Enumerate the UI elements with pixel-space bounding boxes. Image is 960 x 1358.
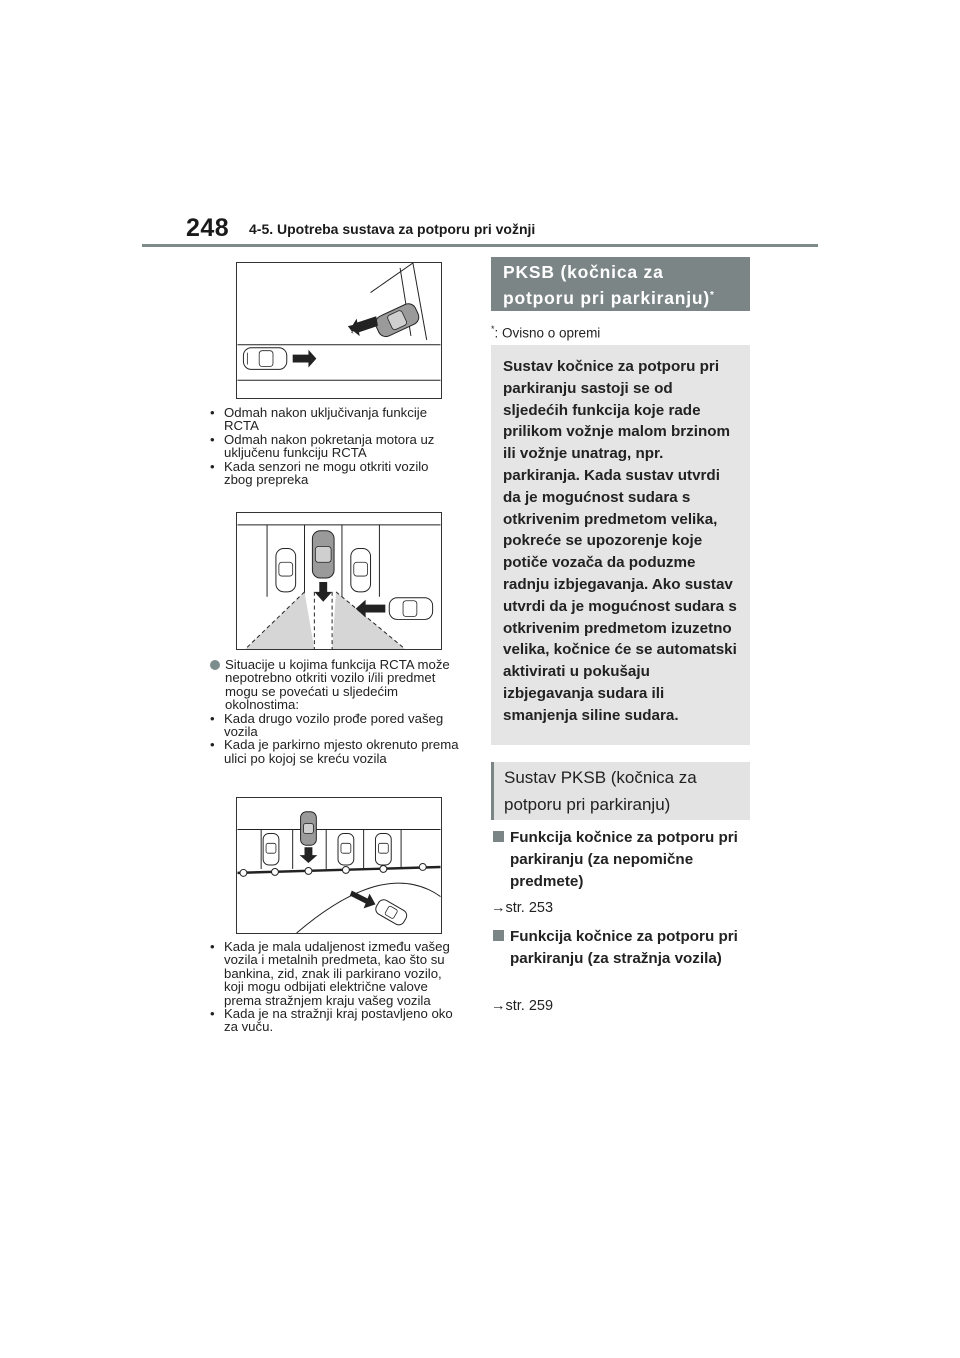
list-situations-3 <box>208 940 460 1034</box>
list-item: • Odmah nakon uključivanja funkcije RCTA <box>208 406 460 433</box>
list-item: • Kada drugo vozilo prođe pored vašeg vozila <box>208 712 466 739</box>
page-reference-link[interactable]: →str. 259 <box>491 998 554 1014</box>
chapter-title: 4-5. Upotreba sustava za potporu pri vožnji <box>249 221 536 237</box>
square-bullet-icon <box>493 831 504 842</box>
page-reference-link[interactable]: →str. 253 <box>491 900 554 916</box>
option-mark: * <box>710 290 715 301</box>
subsection-title: Sustav PKSB (kočnica za potporu pri parkiranju) <box>491 762 750 820</box>
function-heading-stationary: Funkcija kočnice za potporu pri parkiranju (za nepomične predmete) <box>493 827 750 893</box>
circle-item: Situacije u kojima funkcija RCTA može nepotrebno otkriti vozilo i/ili predmet mogu se povećati u sljedećim okolnostima: <box>208 658 466 712</box>
footnote: *: Ovisno o opremi <box>491 324 601 341</box>
function-heading-rear-vehicles: Funkcija kočnice za potporu pri parkiranju (za stražnja vozila) <box>493 926 750 970</box>
list-item: • Kada senzori ne mogu otkriti vozilo zbog prepreka <box>208 460 460 487</box>
illustration-parking-lot-sensors <box>236 512 442 650</box>
page-number: 248 <box>186 214 230 242</box>
section-title-pksb: PKSB (kočnica za potporu pri parkiranju)* <box>491 257 750 311</box>
list-item: • Odmah nakon pokretanja motora uz uključenu funkciju RCTA <box>208 433 460 460</box>
illustration-angled-parking <box>236 262 442 399</box>
circle-bullet-icon <box>210 660 220 670</box>
list-situations-1 <box>208 406 460 486</box>
list-item: • Kada je mala udaljenost između vašeg vozila i metalnih predmeta, kao što su bankina, zid, znak ili parkirano vozilo, koji mogu odbijati električne valove prema stražnjem kraju vašeg vozila <box>208 940 460 1007</box>
illustration-parking-facing-road <box>236 797 442 934</box>
intro-box: Sustav kočnice za potporu pri parkiranju sastoji se od sljedećih funkcija koje rade prilikom vožnje malom brzinom ili vožnje unatrag, npr. parkiranja. Kada sustav utvrdi da je mogućnost sudara s otkrivenim predmetom velika, pokreće se upozorenje koje potiče vozača da poduzme radnju izbjegavanja. Ako sustav utvrdi da je mogućnost sudara s otkrivenim predmetom izuzetno velika, kočnice će se automatski aktivirati u pokušaju izbjegavanja sudara ili smanjenja siline sudara. <box>491 345 750 745</box>
header-divider <box>142 244 818 247</box>
list-item: • Kada je na stražnji kraj postavljeno oko za vuču. <box>208 1007 460 1034</box>
footnote-mark: * <box>491 324 495 334</box>
square-bullet-icon <box>493 930 504 941</box>
list-situations-2 <box>208 658 466 765</box>
list-item: • Kada je parkirno mjesto okrenuto prema ulici po kojoj se kreću vozila <box>208 738 466 765</box>
